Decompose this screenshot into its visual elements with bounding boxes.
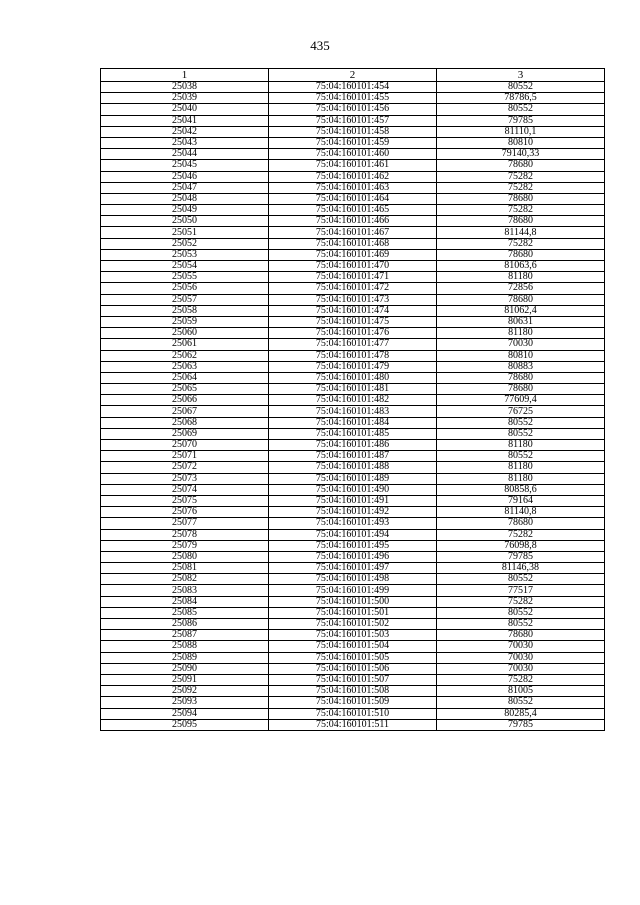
table-row xyxy=(101,104,605,115)
table-header xyxy=(101,69,605,82)
value-cell: 80810 xyxy=(437,137,605,148)
value-cell: 81180 xyxy=(437,272,605,283)
row-number-cell: 25049 xyxy=(101,205,269,216)
table-row xyxy=(101,305,605,316)
value-cell: 75282 xyxy=(437,596,605,607)
cadastral-number-cell: 75:04:160101:472 xyxy=(269,283,437,294)
value-cell: 80858,6 xyxy=(437,484,605,495)
row-number-cell: 25044 xyxy=(101,149,269,160)
cadastral-number-cell: 75:04:160101:488 xyxy=(269,462,437,473)
cadastral-number-cell: 75:04:160101:495 xyxy=(269,540,437,551)
value-cell: 81140,8 xyxy=(437,507,605,518)
value-cell: 78680 xyxy=(437,372,605,383)
row-number-cell: 25075 xyxy=(101,495,269,506)
cadastral-number-cell: 75:04:160101:506 xyxy=(269,663,437,674)
value-cell: 78786,5 xyxy=(437,93,605,104)
value-cell: 75282 xyxy=(437,674,605,685)
value-cell: 79785 xyxy=(437,551,605,562)
value-cell: 81180 xyxy=(437,328,605,339)
cadastral-number-cell: 75:04:160101:498 xyxy=(269,574,437,585)
value-cell: 81005 xyxy=(437,686,605,697)
table-row xyxy=(101,596,605,607)
table-row xyxy=(101,249,605,260)
table-row xyxy=(101,93,605,104)
cadastral-number-cell: 75:04:160101:458 xyxy=(269,126,437,137)
row-number-cell: 25076 xyxy=(101,507,269,518)
cadastral-number-cell: 75:04:160101:477 xyxy=(269,339,437,350)
row-number-cell: 25055 xyxy=(101,272,269,283)
row-number-cell: 25056 xyxy=(101,283,269,294)
cadastral-number-cell: 75:04:160101:465 xyxy=(269,205,437,216)
table-row xyxy=(101,607,605,618)
table-row xyxy=(101,451,605,462)
value-cell: 80552 xyxy=(437,574,605,585)
value-cell: 78680 xyxy=(437,216,605,227)
table-row xyxy=(101,316,605,327)
cadastral-number-cell: 75:04:160101:485 xyxy=(269,428,437,439)
table-row xyxy=(101,171,605,182)
registry-table xyxy=(100,68,605,731)
column-header-2: 2 xyxy=(269,69,437,82)
table-row xyxy=(101,563,605,574)
row-number-cell: 25040 xyxy=(101,104,269,115)
table-row xyxy=(101,641,605,652)
row-number-cell: 25048 xyxy=(101,193,269,204)
row-number-cell: 25088 xyxy=(101,641,269,652)
row-number-cell: 25079 xyxy=(101,540,269,551)
header-row xyxy=(101,69,605,82)
table-row xyxy=(101,182,605,193)
value-cell: 81146,38 xyxy=(437,563,605,574)
table-row xyxy=(101,350,605,361)
table-row xyxy=(101,216,605,227)
table-row xyxy=(101,686,605,697)
value-cell: 78680 xyxy=(437,193,605,204)
row-number-cell: 25047 xyxy=(101,182,269,193)
row-number-cell: 25057 xyxy=(101,294,269,305)
cadastral-number-cell: 75:04:160101:480 xyxy=(269,372,437,383)
value-cell: 78680 xyxy=(437,294,605,305)
row-number-cell: 25065 xyxy=(101,384,269,395)
cadastral-number-cell: 75:04:160101:476 xyxy=(269,328,437,339)
cadastral-number-cell: 75:04:160101:490 xyxy=(269,484,437,495)
cadastral-number-cell: 75:04:160101:479 xyxy=(269,361,437,372)
cadastral-number-cell: 75:04:160101:459 xyxy=(269,137,437,148)
table-row xyxy=(101,272,605,283)
table-row xyxy=(101,283,605,294)
row-number-cell: 25052 xyxy=(101,238,269,249)
cadastral-number-cell: 75:04:160101:483 xyxy=(269,406,437,417)
table-row xyxy=(101,495,605,506)
cadastral-number-cell: 75:04:160101:492 xyxy=(269,507,437,518)
value-cell: 70030 xyxy=(437,652,605,663)
row-number-cell: 25067 xyxy=(101,406,269,417)
cadastral-number-cell: 75:04:160101:460 xyxy=(269,149,437,160)
row-number-cell: 25081 xyxy=(101,563,269,574)
row-number-cell: 25039 xyxy=(101,93,269,104)
value-cell: 80552 xyxy=(437,417,605,428)
cadastral-number-cell: 75:04:160101:464 xyxy=(269,193,437,204)
cadastral-number-cell: 75:04:160101:486 xyxy=(269,440,437,451)
cadastral-number-cell: 75:04:160101:475 xyxy=(269,316,437,327)
cadastral-number-cell: 75:04:160101:463 xyxy=(269,182,437,193)
table-row xyxy=(101,406,605,417)
table-row xyxy=(101,193,605,204)
table-row xyxy=(101,149,605,160)
row-number-cell: 25093 xyxy=(101,697,269,708)
table-row xyxy=(101,440,605,451)
cadastral-number-cell: 75:04:160101:500 xyxy=(269,596,437,607)
value-cell: 80552 xyxy=(437,104,605,115)
cadastral-number-cell: 75:04:160101:493 xyxy=(269,518,437,529)
table-row xyxy=(101,115,605,126)
cadastral-number-cell: 75:04:160101:502 xyxy=(269,619,437,630)
cadastral-number-cell: 75:04:160101:457 xyxy=(269,115,437,126)
row-number-cell: 25059 xyxy=(101,316,269,327)
table-row xyxy=(101,160,605,171)
cadastral-number-cell: 75:04:160101:501 xyxy=(269,607,437,618)
table-row xyxy=(101,719,605,730)
cadastral-number-cell: 75:04:160101:507 xyxy=(269,674,437,685)
table-row xyxy=(101,395,605,406)
cadastral-number-cell: 75:04:160101:489 xyxy=(269,473,437,484)
row-number-cell: 25073 xyxy=(101,473,269,484)
value-cell: 80883 xyxy=(437,361,605,372)
row-number-cell: 25042 xyxy=(101,126,269,137)
value-cell: 81062,4 xyxy=(437,305,605,316)
table-body xyxy=(101,82,605,731)
row-number-cell: 25061 xyxy=(101,339,269,350)
cadastral-number-cell: 75:04:160101:497 xyxy=(269,563,437,574)
value-cell: 75282 xyxy=(437,182,605,193)
value-cell: 77517 xyxy=(437,585,605,596)
cadastral-number-cell: 75:04:160101:491 xyxy=(269,495,437,506)
row-number-cell: 25077 xyxy=(101,518,269,529)
value-cell: 70030 xyxy=(437,641,605,652)
table-row xyxy=(101,294,605,305)
value-cell: 80552 xyxy=(437,428,605,439)
table-row xyxy=(101,708,605,719)
table-row xyxy=(101,663,605,674)
table-row xyxy=(101,126,605,137)
page-number: 435 xyxy=(310,38,330,53)
row-number-cell: 25043 xyxy=(101,137,269,148)
cadastral-number-cell: 75:04:160101:468 xyxy=(269,238,437,249)
value-cell: 80631 xyxy=(437,316,605,327)
cadastral-number-cell: 75:04:160101:467 xyxy=(269,227,437,238)
value-cell: 80285,4 xyxy=(437,708,605,719)
value-cell: 79785 xyxy=(437,719,605,730)
row-number-cell: 25058 xyxy=(101,305,269,316)
table-row xyxy=(101,619,605,630)
table-row xyxy=(101,384,605,395)
row-number-cell: 25066 xyxy=(101,395,269,406)
row-number-cell: 25092 xyxy=(101,686,269,697)
value-cell: 81180 xyxy=(437,473,605,484)
value-cell: 80552 xyxy=(437,607,605,618)
table-row xyxy=(101,227,605,238)
value-cell: 76725 xyxy=(437,406,605,417)
value-cell: 72856 xyxy=(437,283,605,294)
value-cell: 81180 xyxy=(437,440,605,451)
row-number-cell: 25072 xyxy=(101,462,269,473)
table-row xyxy=(101,137,605,148)
value-cell: 76098,8 xyxy=(437,540,605,551)
table-row xyxy=(101,82,605,93)
cadastral-number-cell: 75:04:160101:466 xyxy=(269,216,437,227)
row-number-cell: 25063 xyxy=(101,361,269,372)
row-number-cell: 25053 xyxy=(101,249,269,260)
cadastral-number-cell: 75:04:160101:473 xyxy=(269,294,437,305)
cadastral-number-cell: 75:04:160101:478 xyxy=(269,350,437,361)
row-number-cell: 25087 xyxy=(101,630,269,641)
value-cell: 81144,8 xyxy=(437,227,605,238)
table-row xyxy=(101,540,605,551)
value-cell: 81180 xyxy=(437,462,605,473)
column-header-1: 1 xyxy=(101,69,269,82)
cadastral-number-cell: 75:04:160101:499 xyxy=(269,585,437,596)
row-number-cell: 25078 xyxy=(101,529,269,540)
value-cell: 79785 xyxy=(437,115,605,126)
cadastral-number-cell: 75:04:160101:482 xyxy=(269,395,437,406)
row-number-cell: 25038 xyxy=(101,82,269,93)
table-row xyxy=(101,551,605,562)
value-cell: 81063,6 xyxy=(437,261,605,272)
row-number-cell: 25050 xyxy=(101,216,269,227)
row-number-cell: 25054 xyxy=(101,261,269,272)
table-row xyxy=(101,238,605,249)
table-row xyxy=(101,462,605,473)
cadastral-number-cell: 75:04:160101:474 xyxy=(269,305,437,316)
value-cell: 78680 xyxy=(437,160,605,171)
row-number-cell: 25090 xyxy=(101,663,269,674)
table-row xyxy=(101,518,605,529)
cadastral-number-cell: 75:04:160101:470 xyxy=(269,261,437,272)
table-row xyxy=(101,339,605,350)
value-cell: 80552 xyxy=(437,82,605,93)
row-number-cell: 25060 xyxy=(101,328,269,339)
value-cell: 78680 xyxy=(437,384,605,395)
table-row xyxy=(101,428,605,439)
row-number-cell: 25086 xyxy=(101,619,269,630)
cadastral-number-cell: 75:04:160101:494 xyxy=(269,529,437,540)
value-cell: 70030 xyxy=(437,339,605,350)
cadastral-number-cell: 75:04:160101:469 xyxy=(269,249,437,260)
value-cell: 81110,1 xyxy=(437,126,605,137)
cadastral-number-cell: 75:04:160101:510 xyxy=(269,708,437,719)
table-row xyxy=(101,674,605,685)
table-row xyxy=(101,630,605,641)
row-number-cell: 25070 xyxy=(101,440,269,451)
table-row xyxy=(101,585,605,596)
cadastral-number-cell: 75:04:160101:504 xyxy=(269,641,437,652)
cadastral-number-cell: 75:04:160101:484 xyxy=(269,417,437,428)
value-cell: 80552 xyxy=(437,619,605,630)
value-cell: 79164 xyxy=(437,495,605,506)
table-row xyxy=(101,697,605,708)
value-cell: 78680 xyxy=(437,518,605,529)
row-number-cell: 25041 xyxy=(101,115,269,126)
table-row xyxy=(101,361,605,372)
table-row xyxy=(101,484,605,495)
cadastral-number-cell: 75:04:160101:455 xyxy=(269,93,437,104)
row-number-cell: 25071 xyxy=(101,451,269,462)
value-cell: 80810 xyxy=(437,350,605,361)
row-number-cell: 25082 xyxy=(101,574,269,585)
row-number-cell: 25083 xyxy=(101,585,269,596)
value-cell: 80552 xyxy=(437,451,605,462)
value-cell: 75282 xyxy=(437,529,605,540)
cadastral-number-cell: 75:04:160101:505 xyxy=(269,652,437,663)
cadastral-number-cell: 75:04:160101:454 xyxy=(269,82,437,93)
row-number-cell: 25095 xyxy=(101,719,269,730)
table-row xyxy=(101,205,605,216)
row-number-cell: 25085 xyxy=(101,607,269,618)
table-row xyxy=(101,473,605,484)
value-cell: 79140,33 xyxy=(437,149,605,160)
cadastral-number-cell: 75:04:160101:511 xyxy=(269,719,437,730)
value-cell: 75282 xyxy=(437,238,605,249)
cadastral-number-cell: 75:04:160101:509 xyxy=(269,697,437,708)
row-number-cell: 25084 xyxy=(101,596,269,607)
row-number-cell: 25062 xyxy=(101,350,269,361)
row-number-cell: 25089 xyxy=(101,652,269,663)
row-number-cell: 25074 xyxy=(101,484,269,495)
cadastral-number-cell: 75:04:160101:462 xyxy=(269,171,437,182)
row-number-cell: 25068 xyxy=(101,417,269,428)
row-number-cell: 25069 xyxy=(101,428,269,439)
table-row xyxy=(101,328,605,339)
value-cell: 78680 xyxy=(437,630,605,641)
row-number-cell: 25046 xyxy=(101,171,269,182)
value-cell: 78680 xyxy=(437,249,605,260)
row-number-cell: 25051 xyxy=(101,227,269,238)
table-row xyxy=(101,417,605,428)
value-cell: 80552 xyxy=(437,697,605,708)
table-row xyxy=(101,372,605,383)
value-cell: 75282 xyxy=(437,205,605,216)
cadastral-number-cell: 75:04:160101:471 xyxy=(269,272,437,283)
cadastral-number-cell: 75:04:160101:456 xyxy=(269,104,437,115)
row-number-cell: 25045 xyxy=(101,160,269,171)
row-number-cell: 25064 xyxy=(101,372,269,383)
cadastral-number-cell: 75:04:160101:503 xyxy=(269,630,437,641)
row-number-cell: 25080 xyxy=(101,551,269,562)
value-cell: 75282 xyxy=(437,171,605,182)
cadastral-number-cell: 75:04:160101:496 xyxy=(269,551,437,562)
cadastral-number-cell: 75:04:160101:481 xyxy=(269,384,437,395)
cadastral-number-cell: 75:04:160101:508 xyxy=(269,686,437,697)
value-cell: 77609,4 xyxy=(437,395,605,406)
cadastral-number-cell: 75:04:160101:461 xyxy=(269,160,437,171)
column-header-3: 3 xyxy=(437,69,605,82)
table-row xyxy=(101,574,605,585)
row-number-cell: 25094 xyxy=(101,708,269,719)
row-number-cell: 25091 xyxy=(101,674,269,685)
table-row xyxy=(101,261,605,272)
table-row xyxy=(101,529,605,540)
table-row xyxy=(101,652,605,663)
table-row xyxy=(101,507,605,518)
cadastral-number-cell: 75:04:160101:487 xyxy=(269,451,437,462)
value-cell: 70030 xyxy=(437,663,605,674)
